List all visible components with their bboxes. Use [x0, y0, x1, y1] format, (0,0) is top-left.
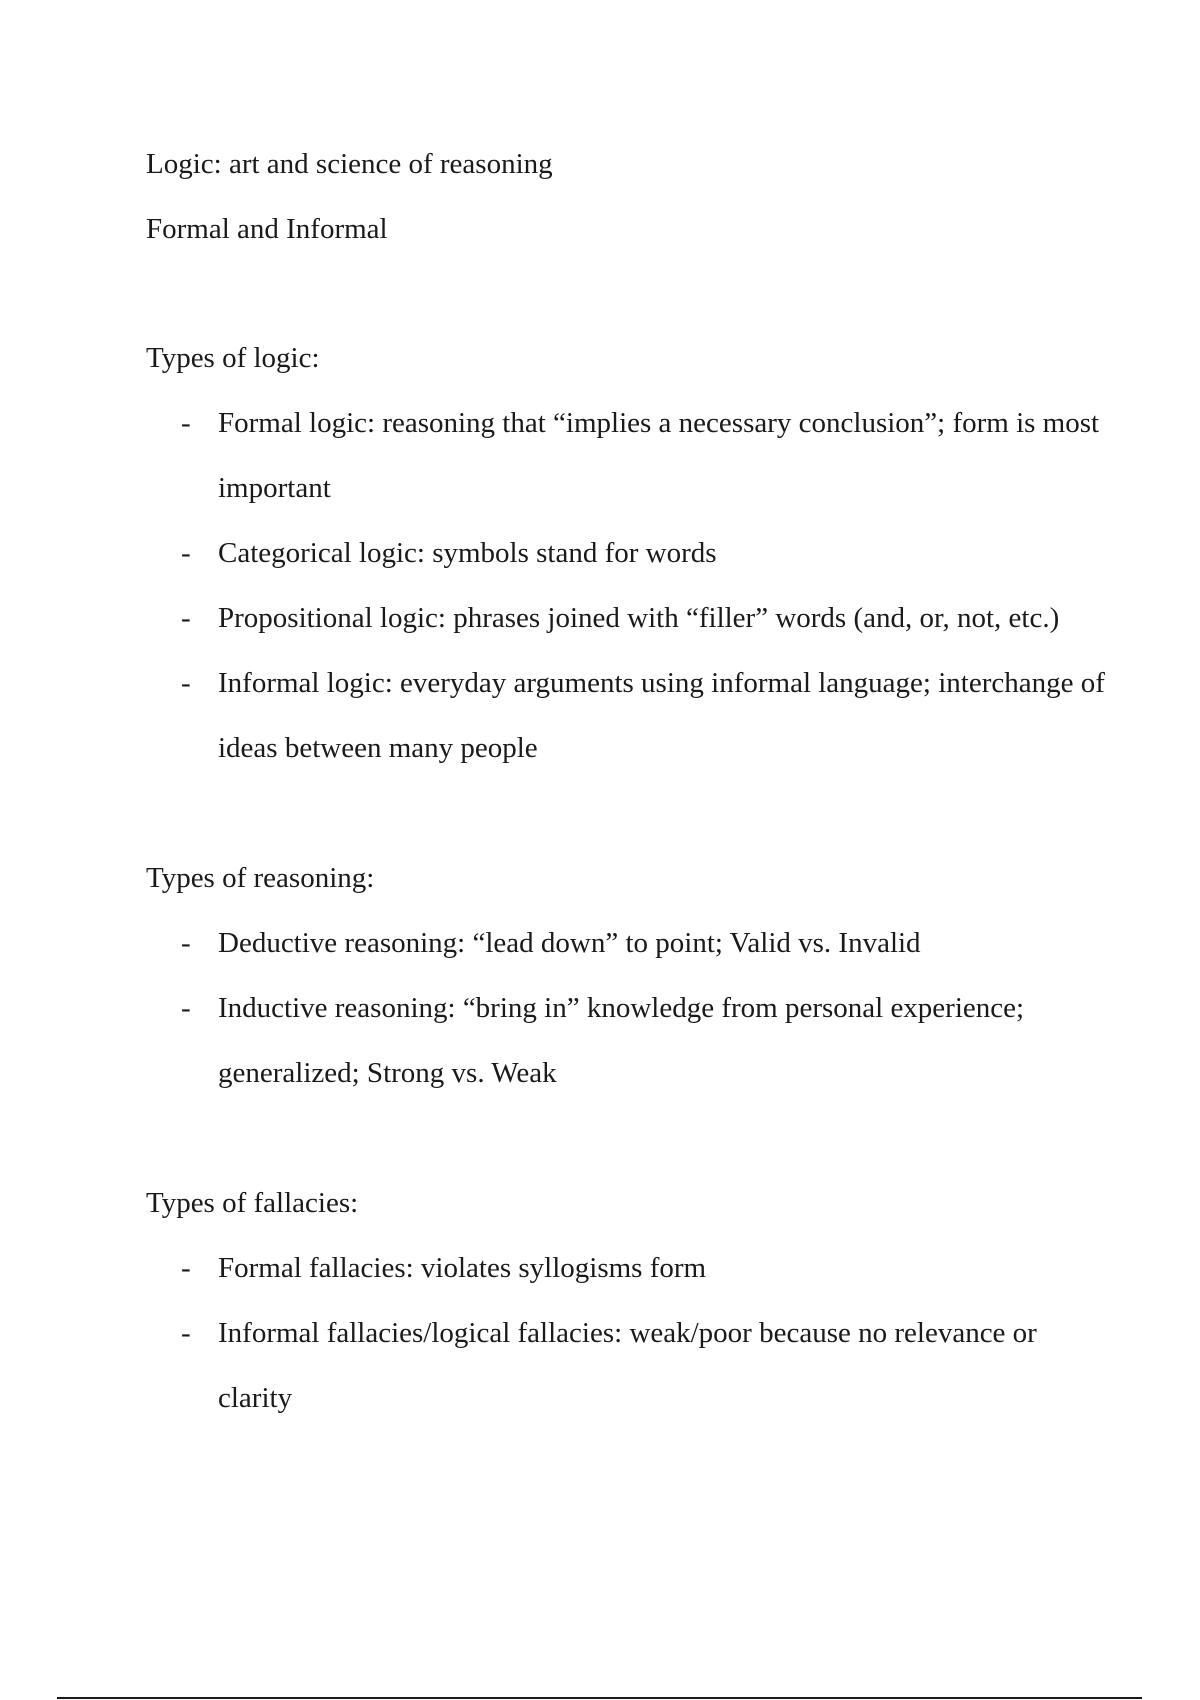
- list-item-inductive-reasoning: Inductive reasoning: “bring in” knowledge from personal experience;: [218, 992, 1025, 1024]
- intro-line-1: Logic: art and science of reasoning: [146, 148, 553, 180]
- bullet-marker: -: [181, 667, 191, 699]
- list-item-categorical-logic: Categorical logic: symbols stand for words: [218, 537, 717, 569]
- list-item-informal-logic: Informal logic: everyday arguments using informal language; interchange of: [218, 667, 1105, 699]
- list-item-informal-logic-cont: ideas between many people: [218, 732, 538, 764]
- bullet-marker: -: [181, 992, 191, 1024]
- list-item-formal-logic-cont: important: [218, 472, 331, 504]
- bullet-marker: -: [181, 407, 191, 439]
- intro-line-2: Formal and Informal: [146, 213, 388, 245]
- section-heading-reasoning: Types of reasoning:: [146, 862, 375, 894]
- list-item-formal-fallacies: Formal fallacies: violates syllogisms form: [218, 1252, 707, 1284]
- section-heading-fallacies: Types of fallacies:: [146, 1187, 359, 1219]
- section-heading-logic: Types of logic:: [146, 342, 320, 374]
- bullet-marker: -: [181, 1317, 191, 1349]
- bullet-marker: -: [181, 602, 191, 634]
- bullet-marker: -: [181, 1252, 191, 1284]
- list-item-inductive-reasoning-cont: generalized; Strong vs. Weak: [218, 1057, 557, 1089]
- bullet-marker: -: [181, 927, 191, 959]
- list-item-propositional-logic: Propositional logic: phrases joined with “filler” words (and, or, not, etc.): [218, 602, 1060, 634]
- bottom-divider: [57, 1697, 1142, 1699]
- list-item-deductive-reasoning: Deductive reasoning: “lead down” to point; Valid vs. Invalid: [218, 927, 921, 959]
- list-item-informal-fallacies-cont: clarity: [218, 1382, 293, 1414]
- list-item-formal-logic: Formal logic: reasoning that “implies a necessary conclusion”; form is most: [218, 407, 1100, 439]
- list-item-informal-fallacies: Informal fallacies/logical fallacies: weak/poor because no relevance or: [218, 1317, 1037, 1349]
- bullet-marker: -: [181, 537, 191, 569]
